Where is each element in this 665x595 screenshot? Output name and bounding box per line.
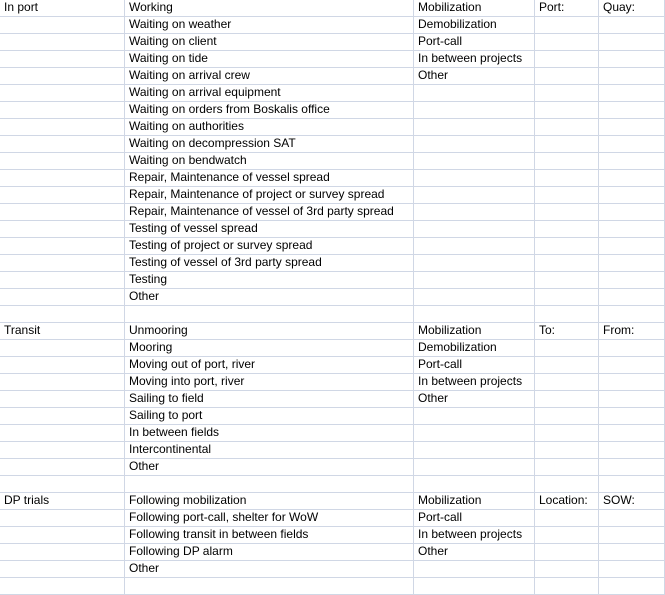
activity-cell[interactable]: Waiting on arrival equipment: [125, 85, 414, 102]
field-a-cell[interactable]: To:: [535, 323, 599, 340]
phase-cell[interactable]: [414, 255, 535, 272]
phase-cell[interactable]: [414, 272, 535, 289]
sheet-row: [0, 374, 665, 391]
activity-cell[interactable]: Following port-call, shelter for WoW: [125, 510, 414, 527]
field-b-cell[interactable]: [599, 357, 665, 374]
field-a-cell[interactable]: [535, 85, 599, 102]
sheet-row: [0, 68, 665, 85]
field-a-cell[interactable]: [535, 510, 599, 527]
category-cell[interactable]: Transit: [0, 323, 125, 340]
field-b-cell[interactable]: From:: [599, 323, 665, 340]
phase-cell[interactable]: [414, 238, 535, 255]
phase-cell[interactable]: Mobilization: [414, 493, 535, 510]
phase-cell[interactable]: In between projects: [414, 527, 535, 544]
field-a-cell[interactable]: [535, 425, 599, 442]
category-cell[interactable]: [0, 85, 125, 102]
field-b-cell[interactable]: [599, 102, 665, 119]
category-cell[interactable]: [0, 459, 125, 476]
sheet-row: [0, 51, 665, 68]
sheet-row: [0, 119, 665, 136]
sheet-row: [0, 204, 665, 221]
activity-cell[interactable]: Following transit in between fields: [125, 527, 414, 544]
category-cell[interactable]: [0, 34, 125, 51]
sheet-row: [0, 221, 665, 238]
category-cell[interactable]: [0, 510, 125, 527]
field-b-cell[interactable]: [599, 272, 665, 289]
field-b-cell[interactable]: [599, 153, 665, 170]
activity-cell[interactable]: Other: [125, 561, 414, 578]
activity-cell[interactable]: Testing of vessel spread: [125, 221, 414, 238]
field-b-cell[interactable]: [599, 255, 665, 272]
phase-cell[interactable]: [414, 408, 535, 425]
activity-cell[interactable]: Testing of vessel of 3rd party spread: [125, 255, 414, 272]
activity-cell[interactable]: Testing: [125, 272, 414, 289]
category-cell[interactable]: [0, 255, 125, 272]
activity-cell[interactable]: Waiting on orders from Boskalis office: [125, 102, 414, 119]
field-b-cell[interactable]: [599, 578, 665, 595]
activity-cell[interactable]: Waiting on decompression SAT: [125, 136, 414, 153]
phase-cell[interactable]: [414, 221, 535, 238]
phase-cell[interactable]: [414, 102, 535, 119]
activity-cell[interactable]: Sailing to field: [125, 391, 414, 408]
category-cell[interactable]: [0, 476, 125, 493]
category-cell[interactable]: [0, 17, 125, 34]
field-a-cell[interactable]: [535, 561, 599, 578]
sheet-row: [0, 561, 665, 578]
activity-cell[interactable]: Other: [125, 459, 414, 476]
sheet-row: [0, 34, 665, 51]
sheet-row: [0, 578, 665, 595]
field-b-cell[interactable]: [599, 34, 665, 51]
phase-cell[interactable]: [414, 85, 535, 102]
activity-cell[interactable]: Moving out of port, river: [125, 357, 414, 374]
activity-cell[interactable]: Waiting on authorities: [125, 119, 414, 136]
sheet-row: [0, 306, 665, 323]
field-b-cell[interactable]: [599, 459, 665, 476]
activity-cell[interactable]: Intercontinental: [125, 442, 414, 459]
field-b-cell[interactable]: [599, 51, 665, 68]
phase-cell[interactable]: [414, 442, 535, 459]
activity-cell[interactable]: Sailing to port: [125, 408, 414, 425]
field-b-cell[interactable]: [599, 204, 665, 221]
field-b-cell[interactable]: [599, 289, 665, 306]
phase-cell[interactable]: Port-call: [414, 34, 535, 51]
phase-cell[interactable]: [414, 578, 535, 595]
sheet-row: [0, 187, 665, 204]
phase-cell[interactable]: [414, 425, 535, 442]
phase-cell[interactable]: Mobilization: [414, 0, 535, 17]
field-b-cell[interactable]: [599, 425, 665, 442]
phase-cell[interactable]: Port-call: [414, 357, 535, 374]
category-cell[interactable]: [0, 51, 125, 68]
category-cell[interactable]: [0, 119, 125, 136]
sheet-row: [0, 408, 665, 425]
field-a-cell[interactable]: [535, 459, 599, 476]
phase-cell[interactable]: Other: [414, 544, 535, 561]
field-a-cell[interactable]: [535, 51, 599, 68]
field-b-cell[interactable]: [599, 374, 665, 391]
phase-cell[interactable]: [414, 459, 535, 476]
phase-cell[interactable]: [414, 306, 535, 323]
field-a-cell[interactable]: [535, 204, 599, 221]
category-cell[interactable]: [0, 272, 125, 289]
category-cell[interactable]: [0, 578, 125, 595]
field-a-cell[interactable]: [535, 34, 599, 51]
activity-cell[interactable]: Moving into port, river: [125, 374, 414, 391]
category-cell[interactable]: [0, 221, 125, 238]
category-cell[interactable]: [0, 68, 125, 85]
sheet-row: [0, 459, 665, 476]
sheet-row: [0, 255, 665, 272]
category-cell[interactable]: [0, 527, 125, 544]
sheet-row: [0, 272, 665, 289]
field-b-cell[interactable]: [599, 544, 665, 561]
field-a-cell[interactable]: [535, 255, 599, 272]
field-a-cell[interactable]: Location:: [535, 493, 599, 510]
activity-cell[interactable]: Working: [125, 0, 414, 17]
field-b-cell[interactable]: [599, 85, 665, 102]
field-b-cell[interactable]: Quay:: [599, 0, 665, 17]
activity-cell[interactable]: In between fields: [125, 425, 414, 442]
sheet-row: [0, 323, 665, 340]
activity-cell[interactable]: Following DP alarm: [125, 544, 414, 561]
field-b-cell[interactable]: [599, 306, 665, 323]
sheet-row: [0, 153, 665, 170]
phase-cell[interactable]: Mobilization: [414, 323, 535, 340]
category-cell[interactable]: [0, 391, 125, 408]
category-cell[interactable]: [0, 170, 125, 187]
sheet-row: [0, 289, 665, 306]
field-a-cell[interactable]: [535, 476, 599, 493]
field-b-cell[interactable]: [599, 170, 665, 187]
phase-cell[interactable]: Port-call: [414, 510, 535, 527]
activity-cell[interactable]: Repair, Maintenance of vessel spread: [125, 170, 414, 187]
field-b-cell[interactable]: [599, 238, 665, 255]
field-a-cell[interactable]: [535, 136, 599, 153]
field-b-cell[interactable]: [599, 408, 665, 425]
category-cell[interactable]: [0, 340, 125, 357]
activity-cell[interactable]: Waiting on client: [125, 34, 414, 51]
category-cell[interactable]: [0, 561, 125, 578]
sheet-row: [0, 340, 665, 357]
category-cell[interactable]: [0, 544, 125, 561]
field-b-cell[interactable]: [599, 17, 665, 34]
activity-cell[interactable]: Mooring: [125, 340, 414, 357]
category-cell[interactable]: [0, 306, 125, 323]
category-cell[interactable]: [0, 357, 125, 374]
category-cell[interactable]: [0, 153, 125, 170]
activity-cell[interactable]: Other: [125, 289, 414, 306]
phase-cell[interactable]: [414, 476, 535, 493]
field-a-cell[interactable]: [535, 289, 599, 306]
field-b-cell[interactable]: SOW:: [599, 493, 665, 510]
field-b-cell[interactable]: [599, 476, 665, 493]
field-b-cell[interactable]: [599, 136, 665, 153]
phase-cell[interactable]: [414, 136, 535, 153]
field-b-cell[interactable]: [599, 340, 665, 357]
category-cell[interactable]: [0, 289, 125, 306]
phase-cell[interactable]: Other: [414, 391, 535, 408]
category-cell[interactable]: DP trials: [0, 493, 125, 510]
field-a-cell[interactable]: Port:: [535, 0, 599, 17]
field-a-cell[interactable]: [535, 119, 599, 136]
phase-cell[interactable]: [414, 119, 535, 136]
sheet-row: [0, 238, 665, 255]
category-cell[interactable]: [0, 374, 125, 391]
phase-cell[interactable]: [414, 204, 535, 221]
phase-cell[interactable]: Demobilization: [414, 17, 535, 34]
activity-cell[interactable]: Waiting on bendwatch: [125, 153, 414, 170]
field-b-cell[interactable]: [599, 561, 665, 578]
phase-cell[interactable]: In between projects: [414, 51, 535, 68]
sheet-row: [0, 476, 665, 493]
field-b-cell[interactable]: [599, 119, 665, 136]
field-a-cell[interactable]: [535, 408, 599, 425]
field-a-cell[interactable]: [535, 578, 599, 595]
sheet-row: [0, 102, 665, 119]
field-a-cell[interactable]: [535, 153, 599, 170]
activity-cell[interactable]: Waiting on tide: [125, 51, 414, 68]
field-a-cell[interactable]: [535, 170, 599, 187]
field-a-cell[interactable]: [535, 374, 599, 391]
field-a-cell[interactable]: [535, 544, 599, 561]
field-b-cell[interactable]: [599, 68, 665, 85]
field-a-cell[interactable]: [535, 68, 599, 85]
sheet-row: [0, 391, 665, 408]
sheet-row: [0, 0, 665, 17]
category-cell[interactable]: [0, 442, 125, 459]
activity-cell[interactable]: Repair, Maintenance of project or survey spread: [125, 187, 414, 204]
sheet-row: [0, 17, 665, 34]
phase-cell[interactable]: Other: [414, 68, 535, 85]
field-a-cell[interactable]: [535, 187, 599, 204]
field-a-cell[interactable]: [535, 442, 599, 459]
field-a-cell[interactable]: [535, 357, 599, 374]
category-cell[interactable]: [0, 425, 125, 442]
phase-cell[interactable]: [414, 170, 535, 187]
field-a-cell[interactable]: [535, 17, 599, 34]
field-b-cell[interactable]: [599, 510, 665, 527]
activity-cell[interactable]: Waiting on arrival crew: [125, 68, 414, 85]
phase-cell[interactable]: Demobilization: [414, 340, 535, 357]
category-cell[interactable]: In port: [0, 0, 125, 17]
category-cell[interactable]: [0, 102, 125, 119]
sheet-row: [0, 493, 665, 510]
field-a-cell[interactable]: [535, 306, 599, 323]
sheet-row: [0, 510, 665, 527]
activity-cell[interactable]: [125, 578, 414, 595]
activity-cell[interactable]: Unmooring: [125, 323, 414, 340]
field-a-cell[interactable]: [535, 391, 599, 408]
sheet-row: [0, 527, 665, 544]
phase-cell[interactable]: [414, 289, 535, 306]
category-cell[interactable]: [0, 408, 125, 425]
field-b-cell[interactable]: [599, 187, 665, 204]
activity-cell[interactable]: Waiting on weather: [125, 17, 414, 34]
field-a-cell[interactable]: [535, 238, 599, 255]
field-b-cell[interactable]: [599, 442, 665, 459]
activity-cell[interactable]: Following mobilization: [125, 493, 414, 510]
activity-cell[interactable]: [125, 306, 414, 323]
category-cell[interactable]: [0, 204, 125, 221]
category-cell[interactable]: [0, 187, 125, 204]
activity-cell[interactable]: [125, 476, 414, 493]
field-a-cell[interactable]: [535, 527, 599, 544]
category-cell[interactable]: [0, 136, 125, 153]
sheet-row: [0, 357, 665, 374]
field-b-cell[interactable]: [599, 221, 665, 238]
field-a-cell[interactable]: [535, 102, 599, 119]
field-a-cell[interactable]: [535, 221, 599, 238]
field-a-cell[interactable]: [535, 340, 599, 357]
sheet-row: [0, 136, 665, 153]
phase-cell[interactable]: [414, 187, 535, 204]
phase-cell[interactable]: [414, 561, 535, 578]
phase-cell[interactable]: In between projects: [414, 374, 535, 391]
category-cell[interactable]: [0, 238, 125, 255]
field-b-cell[interactable]: [599, 391, 665, 408]
sheet-row: [0, 442, 665, 459]
activity-cell[interactable]: Repair, Maintenance of vessel of 3rd party spread: [125, 204, 414, 221]
sheet-row: [0, 544, 665, 561]
activity-cell[interactable]: Testing of project or survey spread: [125, 238, 414, 255]
field-a-cell[interactable]: [535, 272, 599, 289]
sheet-row: [0, 170, 665, 187]
sheet-row: [0, 425, 665, 442]
field-b-cell[interactable]: [599, 527, 665, 544]
phase-cell[interactable]: [414, 153, 535, 170]
sheet-row: [0, 85, 665, 102]
